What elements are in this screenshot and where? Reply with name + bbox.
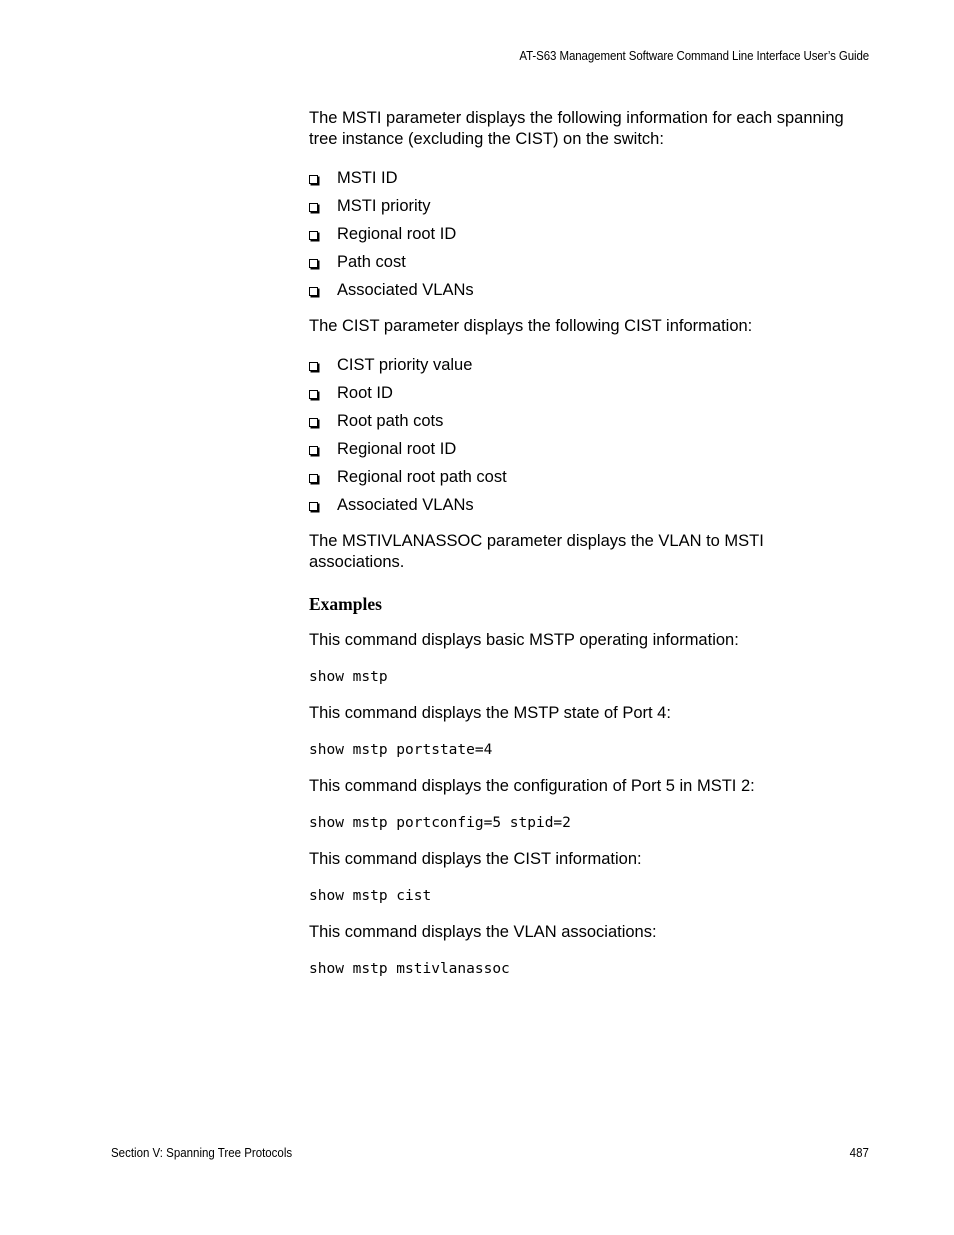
list-item: MSTI ID xyxy=(309,164,874,192)
example-description: This command displays basic MSTP operating information: xyxy=(309,631,739,649)
example-description: This command displays the configuration of Port 5 in MSTI 2: xyxy=(309,777,755,795)
checkbox-bullet-icon xyxy=(309,259,318,268)
list-item: Root path cots xyxy=(309,407,874,435)
example-command: show mstp cist xyxy=(309,888,432,904)
list-item: Path cost xyxy=(309,248,874,276)
example-description: This command displays the MSTP state of Port 4: xyxy=(309,704,671,722)
checkbox-bullet-icon xyxy=(309,418,318,427)
checkbox-bullet-icon xyxy=(309,231,318,240)
checkbox-bullet-icon xyxy=(309,474,318,483)
example-description: This command displays the CIST information: xyxy=(309,850,642,868)
example-command: show mstp portstate=4 xyxy=(309,742,493,758)
list-item: MSTI priority xyxy=(309,192,874,220)
checkbox-bullet-icon xyxy=(309,203,318,212)
example-command: show mstp portconfig=5 stpid=2 xyxy=(309,815,571,831)
list-item: Associated VLANs xyxy=(309,276,874,304)
list-item: Regional root path cost xyxy=(309,463,874,491)
footer-page-number: 487 xyxy=(849,1146,869,1160)
examples-heading: Examples xyxy=(309,594,382,614)
msti-intro: The MSTI parameter displays the following information for each spanning tree instance (excluding the CIST) on the switch: xyxy=(309,109,844,148)
msti-list xyxy=(309,164,874,304)
checkbox-bullet-icon xyxy=(309,502,318,511)
cist-intro: The CIST parameter displays the following CIST information: xyxy=(309,317,753,335)
checkbox-bullet-icon xyxy=(309,175,318,184)
list-item: Root ID xyxy=(309,379,874,407)
checkbox-bullet-icon xyxy=(309,287,318,296)
running-header: AT-S63 Management Software Command Line Interface User’s Guide xyxy=(519,49,869,63)
mstivlanassoc-description: The MSTIVLANASSOC parameter displays the VLAN to MSTI associations. xyxy=(309,532,764,571)
example-description: This command displays the VLAN associations: xyxy=(309,923,657,941)
list-item: Regional root ID xyxy=(309,435,874,463)
example-command: show mstp xyxy=(309,669,388,685)
checkbox-bullet-icon xyxy=(309,390,318,399)
example-command: show mstp mstivlanassoc xyxy=(309,961,510,977)
checkbox-bullet-icon xyxy=(309,446,318,455)
cist-list xyxy=(309,351,874,519)
checkbox-bullet-icon xyxy=(309,362,318,371)
list-item: Regional root ID xyxy=(309,220,874,248)
list-item: Associated VLANs xyxy=(309,491,874,519)
page-content xyxy=(309,108,874,979)
footer-section-title: Section V: Spanning Tree Protocols xyxy=(111,1146,293,1160)
list-item: CIST priority value xyxy=(309,351,874,379)
